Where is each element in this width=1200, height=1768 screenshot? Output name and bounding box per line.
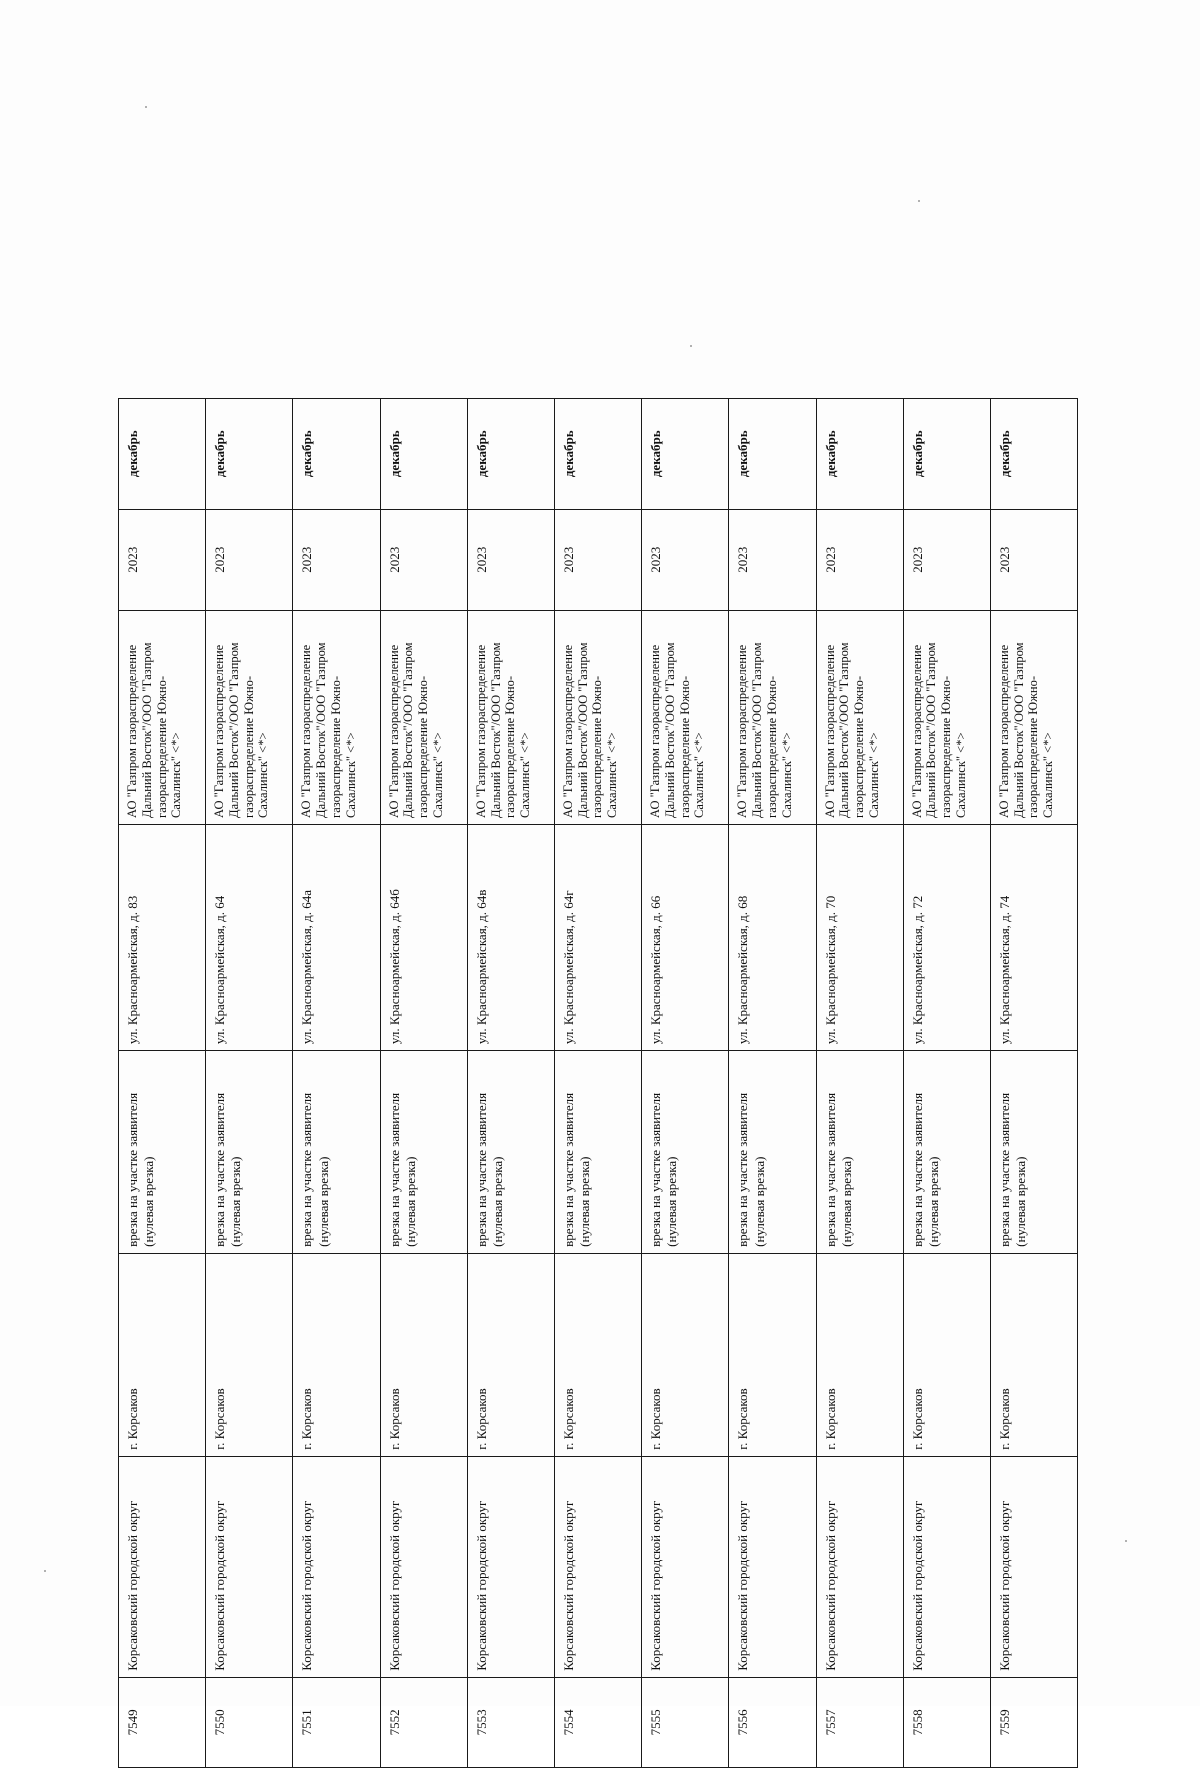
connection-type: врезка на участке заявителя (нулевая врезка): [990, 1051, 1077, 1254]
year: 2023: [380, 509, 467, 610]
row-number: 7557: [816, 1677, 903, 1767]
connection-type: врезка на участке заявителя (нулевая врезка): [816, 1051, 903, 1254]
gas-organization: АО "Газпром газораспределение Дальний Восток"/ООО "Газпром газораспределение Южно-Сахалинск" <*>: [903, 610, 990, 824]
year: 2023: [642, 509, 729, 610]
connection-type: врезка на участке заявителя (нулевая врезка): [903, 1051, 990, 1254]
month: декабрь: [380, 399, 467, 510]
municipal-district: Корсаковский городской округ: [380, 1456, 467, 1677]
gas-organization: АО "Газпром газораспределение Дальний Восток"/ООО "Газпром газораспределение Южно-Сахалинск" <*>: [554, 610, 641, 824]
row-number: 7555: [642, 1677, 729, 1767]
row-number: 7549: [119, 1677, 206, 1767]
month: декабрь: [642, 399, 729, 510]
month: декабрь: [903, 399, 990, 510]
row-number: 7554: [554, 1677, 641, 1767]
gas-organization: АО "Газпром газораспределение Дальний Восток"/ООО "Газпром газораспределение Южно-Сахалинск" <*>: [990, 610, 1077, 824]
municipal-district: Корсаковский городской округ: [990, 1456, 1077, 1677]
year: 2023: [467, 509, 554, 610]
row-number: 7559: [990, 1677, 1077, 1767]
table-row: [293, 399, 380, 1768]
row-number: 7551: [293, 1677, 380, 1767]
address: ул. Красноармейская, д. 83: [119, 824, 206, 1050]
row-number: 7550: [206, 1677, 293, 1767]
connection-type: врезка на участке заявителя (нулевая врезка): [729, 1051, 816, 1254]
municipal-district: Корсаковский городской округ: [554, 1456, 641, 1677]
municipal-district: Корсаковский городской округ: [119, 1456, 206, 1677]
year: 2023: [816, 509, 903, 610]
address: ул. Красноармейская, д. 64г: [554, 824, 641, 1050]
scan-speck: [918, 200, 920, 202]
month: декабрь: [816, 399, 903, 510]
connection-type: врезка на участке заявителя (нулевая врезка): [293, 1051, 380, 1254]
year: 2023: [990, 509, 1077, 610]
table-row: [903, 399, 990, 1768]
table-row: [119, 399, 206, 1768]
year: 2023: [554, 509, 641, 610]
scan-speck: [1125, 1540, 1127, 1542]
address: ул. Красноармейская, д. 64в: [467, 824, 554, 1050]
settlement: г. Корсаков: [554, 1253, 641, 1456]
settlement: г. Корсаков: [380, 1253, 467, 1456]
year: 2023: [293, 509, 380, 610]
address: ул. Красноармейская, д. 64б: [380, 824, 467, 1050]
municipal-district: Корсаковский городской округ: [903, 1456, 990, 1677]
scan-speck: [44, 1570, 46, 1572]
address: ул. Красноармейская, д. 72: [903, 824, 990, 1050]
month: декабрь: [467, 399, 554, 510]
year: 2023: [206, 509, 293, 610]
table-body: [119, 399, 1078, 1768]
settlement: г. Корсаков: [990, 1253, 1077, 1456]
month: декабрь: [554, 399, 641, 510]
settlement: г. Корсаков: [467, 1253, 554, 1456]
municipal-district: Корсаковский городской округ: [816, 1456, 903, 1677]
settlement: г. Корсаков: [642, 1253, 729, 1456]
month: декабрь: [293, 399, 380, 510]
gas-organization: АО "Газпром газораспределение Дальний Восток"/ООО "Газпром газораспределение Южно-Сахалинск" <*>: [206, 610, 293, 824]
gas-organization: АО "Газпром газораспределение Дальний Восток"/ООО "Газпром газораспределение Южно-Сахалинск" <*>: [467, 610, 554, 824]
settlement: г. Корсаков: [119, 1253, 206, 1456]
table-row: [816, 399, 903, 1768]
settlement: г. Корсаков: [816, 1253, 903, 1456]
table-row: [554, 399, 641, 1768]
address: ул. Красноармейская, д. 64а: [293, 824, 380, 1050]
row-number: 7552: [380, 1677, 467, 1767]
row-number: 7556: [729, 1677, 816, 1767]
municipal-district: Корсаковский городской округ: [729, 1456, 816, 1677]
municipal-district: Корсаковский городской округ: [467, 1456, 554, 1677]
table-row: [380, 399, 467, 1768]
settlement: г. Корсаков: [903, 1253, 990, 1456]
year: 2023: [729, 509, 816, 610]
gas-connection-table: [118, 398, 1078, 1768]
settlement: г. Корсаков: [206, 1253, 293, 1456]
gas-organization: АО "Газпром газораспределение Дальний Восток"/ООО "Газпром газораспределение Южно-Сахалинск" <*>: [642, 610, 729, 824]
table-row: [729, 399, 816, 1768]
table-row: [642, 399, 729, 1768]
row-number: 7553: [467, 1677, 554, 1767]
connection-type: врезка на участке заявителя (нулевая врезка): [380, 1051, 467, 1254]
gas-organization: АО "Газпром газораспределение Дальний Восток"/ООО "Газпром газораспределение Южно-Сахалинск" <*>: [293, 610, 380, 824]
scan-speck: [690, 345, 692, 347]
gas-organization: АО "Газпром газораспределение Дальний Восток"/ООО "Газпром газораспределение Южно-Сахалинск" <*>: [816, 610, 903, 824]
settlement: г. Корсаков: [729, 1253, 816, 1456]
settlement: г. Корсаков: [293, 1253, 380, 1456]
municipal-district: Корсаковский городской округ: [642, 1456, 729, 1677]
year: 2023: [903, 509, 990, 610]
month: декабрь: [729, 399, 816, 510]
connection-type: врезка на участке заявителя (нулевая врезка): [206, 1051, 293, 1254]
gas-organization: АО "Газпром газораспределение Дальний Восток"/ООО "Газпром газораспределение Южно-Сахалинск" <*>: [380, 610, 467, 824]
municipal-district: Корсаковский городской округ: [293, 1456, 380, 1677]
table-row: [990, 399, 1077, 1768]
address: ул. Красноармейская, д. 70: [816, 824, 903, 1050]
month: декабрь: [990, 399, 1077, 510]
connection-type: врезка на участке заявителя (нулевая врезка): [119, 1051, 206, 1254]
gas-organization: АО "Газпром газораспределение Дальний Восток"/ООО "Газпром газораспределение Южно-Сахалинск" <*>: [119, 610, 206, 824]
connection-type: врезка на участке заявителя (нулевая врезка): [554, 1051, 641, 1254]
scan-speck: [145, 106, 147, 108]
address: ул. Красноармейская, д. 74: [990, 824, 1077, 1050]
row-number: 7558: [903, 1677, 990, 1767]
month: декабрь: [206, 399, 293, 510]
gas-organization: АО "Газпром газораспределение Дальний Восток"/ООО "Газпром газораспределение Южно-Сахалинск" <*>: [729, 610, 816, 824]
rotated-table-frame: [118, 398, 1078, 1768]
connection-type: врезка на участке заявителя (нулевая врезка): [642, 1051, 729, 1254]
table-row: [206, 399, 293, 1768]
address: ул. Красноармейская, д. 66: [642, 824, 729, 1050]
address: ул. Красноармейская, д. 64: [206, 824, 293, 1050]
address: ул. Красноармейская, д. 68: [729, 824, 816, 1050]
table-row: [467, 399, 554, 1768]
connection-type: врезка на участке заявителя (нулевая врезка): [467, 1051, 554, 1254]
month: декабрь: [119, 399, 206, 510]
municipal-district: Корсаковский городской округ: [206, 1456, 293, 1677]
year: 2023: [119, 509, 206, 610]
